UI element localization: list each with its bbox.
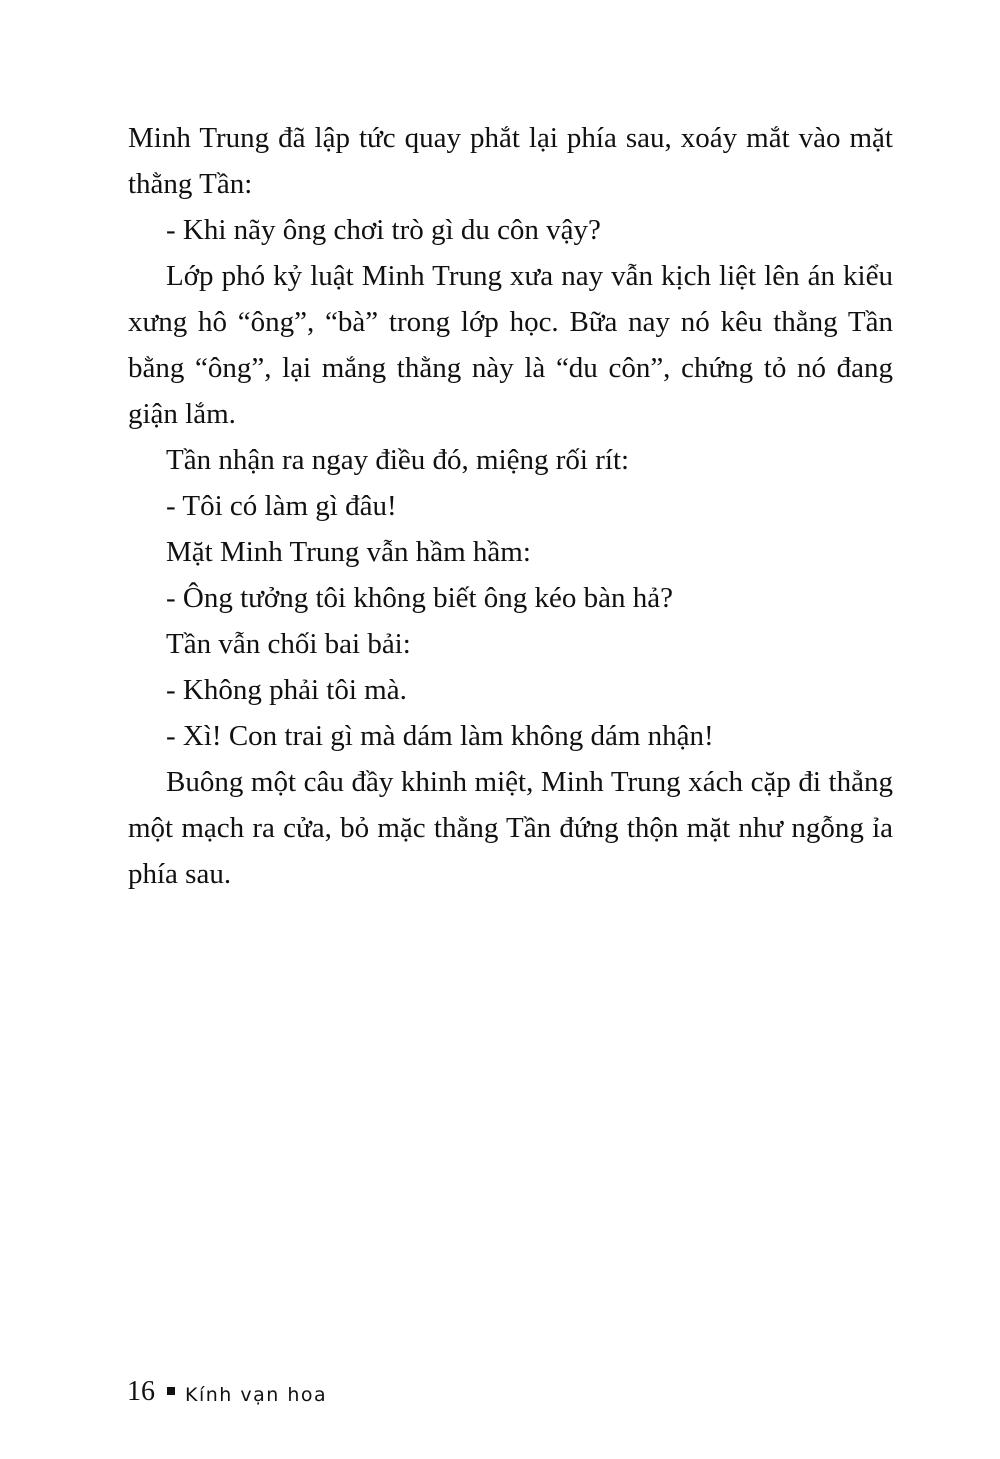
page-number: 16 (127, 1376, 155, 1407)
paragraph: Buông một câu đầy khinh miệt, Minh Trung xách cặp đi thẳng một mạch ra cửa, bỏ mặc thằng Tần đứng thộn mặt như ngỗng ỉa phía sau. (128, 766, 893, 890)
paragraph: - Không phải tôi mà. (166, 674, 407, 706)
body-text (128, 115, 893, 897)
paragraph: Mặt Minh Trung vẫn hầm hầm: (166, 536, 531, 568)
paragraph: Tần nhận ra ngay điều đó, miệng rối rít: (166, 444, 630, 476)
paragraph: Minh Trung đã lập tức quay phắt lại phía sau, xoáy mắt vào mặt thằng Tần: (128, 122, 893, 200)
paragraph: Tần vẫn chối bai bải: (166, 628, 411, 660)
paragraph: Lớp phó kỷ luật Minh Trung xưa nay vẫn kịch liệt lên án kiểu xưng hô “ông”, “bà” trong lớp học. Bữa nay nó kêu thằng Tần bằng “ông”, lại mắng thằng này là “du côn”, chứng tỏ nó đang giận lắm. (128, 260, 893, 430)
bullet-separator-icon (167, 1387, 175, 1395)
paragraph: - Ông tưởng tôi không biết ông kéo bàn hả? (166, 582, 674, 614)
running-title: Kính vạn hoa (185, 1384, 328, 1406)
paragraph: - Khi nãy ông chơi trò gì du côn vậy? (166, 214, 601, 246)
page-footer (127, 1376, 327, 1408)
paragraph: - Tôi có làm gì đâu! (166, 490, 397, 522)
paragraph: - Xì! Con trai gì mà dám làm không dám nhận! (166, 720, 714, 752)
